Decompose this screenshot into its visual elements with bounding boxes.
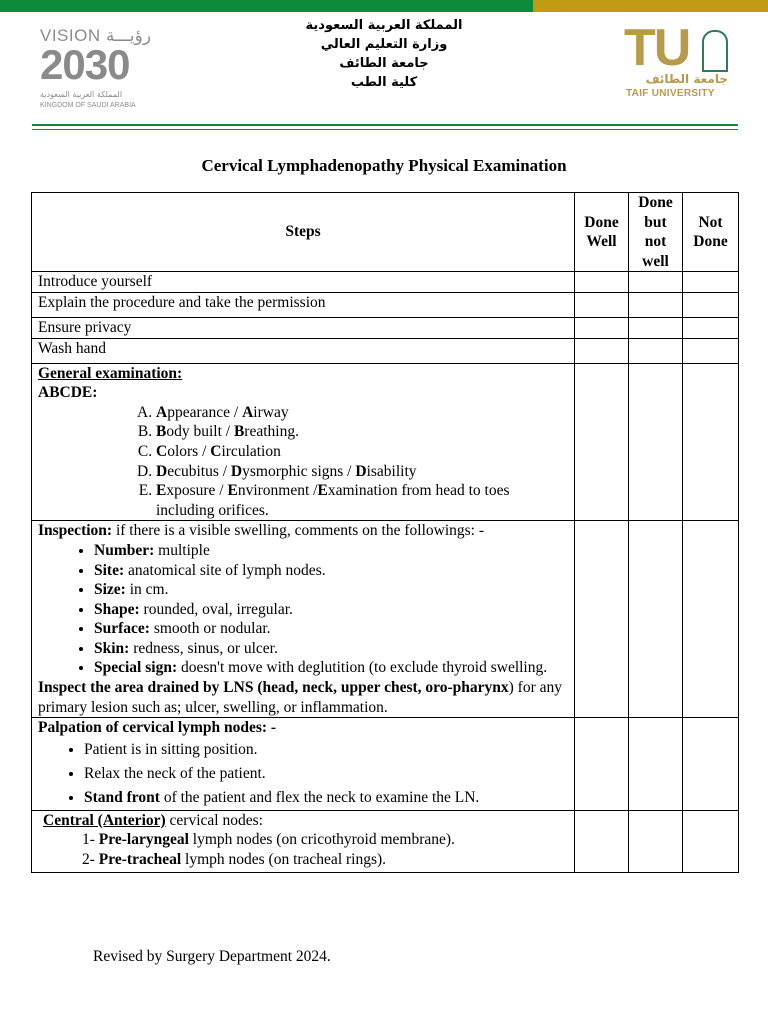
list-item: • Special sign: doesn't move with deglutition (to exclude thyroid swelling. [94, 658, 568, 678]
header-line-ministry: وزارة التعليم العالي [320, 37, 448, 52]
page-title: Cervical Lymphadenopathy Physical Examination [201, 156, 567, 175]
tu-arabic-name: جامعة الطائف [645, 72, 728, 86]
list-item: C. Colors / Circulation [156, 442, 568, 462]
done-well-cell[interactable] [575, 272, 629, 293]
list-item: A. Appearance / Airway [156, 403, 568, 423]
top-bar-green [0, 0, 533, 12]
done-not-well-cell[interactable] [629, 338, 683, 363]
done-well-cell[interactable] [575, 521, 629, 718]
list-item: B. Body built / Breathing. [156, 422, 568, 442]
table-row-inspection [32, 521, 739, 718]
not-done-cell[interactable] [683, 810, 739, 872]
not-done-cell[interactable] [683, 363, 739, 521]
table-row [32, 272, 739, 293]
not-done-cell[interactable] [683, 718, 739, 811]
header-divider-thin [32, 129, 738, 130]
header-line-university: جامعة الطائف [339, 56, 429, 71]
inspect-drained-area: Inspect the area drained by LNS (head, neck, upper chest, oro-pharynx) for any primary lesion such as; ulcer, swelling, or inflammation. [38, 679, 563, 716]
col-not-done: Not Done [683, 193, 739, 272]
list-item: • Skin: redness, sinus, or ulcer. [94, 639, 568, 659]
top-bar-gold [533, 0, 768, 12]
list-item: • Surface: smooth or nodular. [94, 619, 568, 639]
tu-english-name: TAIF UNIVERSITY [626, 88, 715, 99]
step-cell: Introduce yourself [32, 272, 575, 293]
vision-year: 2030 [40, 41, 130, 88]
not-done-cell[interactable] [683, 317, 739, 338]
done-well-cell[interactable] [575, 338, 629, 363]
not-done-cell[interactable] [683, 292, 739, 317]
palpation-list [38, 738, 568, 810]
list-item: • Number: multiple [94, 541, 568, 561]
inspection-intro: Inspection: if there is a visible swelling, comments on the followings: - [38, 522, 485, 540]
header-divider-thick [32, 124, 738, 126]
step-cell: Wash hand [32, 338, 575, 363]
step-cell-inspection [32, 521, 575, 718]
abcde-list [38, 403, 568, 521]
table-row-central [32, 810, 739, 872]
col-done-not-well: Done but not well [629, 193, 683, 272]
done-not-well-cell[interactable] [629, 810, 683, 872]
top-color-bar [0, 0, 768, 12]
done-not-well-cell[interactable] [629, 317, 683, 338]
list-item: • Site: anatomical site of lymph nodes. [94, 561, 568, 581]
dome-icon [702, 30, 728, 72]
list-item: • Shape: rounded, oval, irregular. [94, 600, 568, 620]
done-well-cell[interactable] [575, 810, 629, 872]
done-not-well-cell[interactable] [629, 363, 683, 521]
vision-2030-logo [40, 26, 155, 109]
vision-word: VISION [40, 26, 101, 45]
central-heading: Central (Anterior) cervical nodes: [43, 811, 263, 829]
inspection-list [38, 541, 568, 678]
not-done-cell[interactable] [683, 338, 739, 363]
table-row [32, 317, 739, 338]
done-well-cell[interactable] [575, 317, 629, 338]
taif-university-logo [622, 19, 732, 102]
list-item: 1- Pre-laryngeal lymph nodes (on cricothyroid membrane). [82, 831, 455, 849]
not-done-cell[interactable] [683, 272, 739, 293]
tu-mark: TU [624, 19, 690, 77]
done-well-cell[interactable] [575, 363, 629, 521]
list-item: E. Exposure / Environment /Examination from head to toes including orifices. [156, 481, 568, 520]
vision-arabic-kingdom: المملكة العربية السعودية [40, 90, 123, 99]
table-row-general [32, 363, 739, 521]
not-done-cell[interactable] [683, 521, 739, 718]
vision-arabic-word: رؤيـــة [105, 26, 152, 45]
general-heading: General examination: [38, 364, 183, 382]
step-cell-central [32, 810, 575, 872]
checklist-table [31, 192, 739, 873]
done-well-cell[interactable] [575, 292, 629, 317]
done-well-cell[interactable] [575, 718, 629, 811]
done-not-well-cell[interactable] [629, 521, 683, 718]
col-steps: Steps [32, 193, 575, 272]
table-row [32, 292, 739, 317]
header-line-college: كلية الطب [350, 75, 418, 90]
step-cell-general [32, 363, 575, 521]
list-item: • Stand front of the patient and flex the neck to examine the LN. [84, 786, 568, 810]
list-item: D. Decubitus / Dysmorphic signs / Disability [156, 462, 568, 482]
col-done-well: Done Well [575, 193, 629, 272]
list-item: • Relax the neck of the patient. [84, 762, 568, 786]
header-line-kingdom: المملكة العربية السعودية [305, 18, 463, 33]
list-item: 2- Pre-tracheal lymph nodes (on tracheal rings). [82, 851, 387, 869]
central-list [38, 830, 568, 869]
done-not-well-cell[interactable] [629, 272, 683, 293]
list-item: • Patient is in sitting position. [84, 738, 568, 762]
done-not-well-cell[interactable] [629, 718, 683, 811]
table-header-row [32, 193, 739, 272]
table-row-palpation [32, 718, 739, 811]
step-cell: Ensure privacy [32, 317, 575, 338]
step-cell: Explain the procedure and take the permission [32, 292, 575, 317]
list-item: • Size: in cm. [94, 580, 568, 600]
revision-note: Revised by Surgery Department 2024. [93, 948, 331, 965]
step-cell-palpation [32, 718, 575, 811]
vision-kingdom: KINGDOM OF SAUDI ARABIA [40, 102, 136, 109]
palpation-heading: Palpation of cervical lymph nodes: - [38, 719, 277, 737]
done-not-well-cell[interactable] [629, 292, 683, 317]
abcde-label: ABCDE: [38, 384, 98, 402]
arabic-header [284, 16, 484, 92]
table-row [32, 338, 739, 363]
